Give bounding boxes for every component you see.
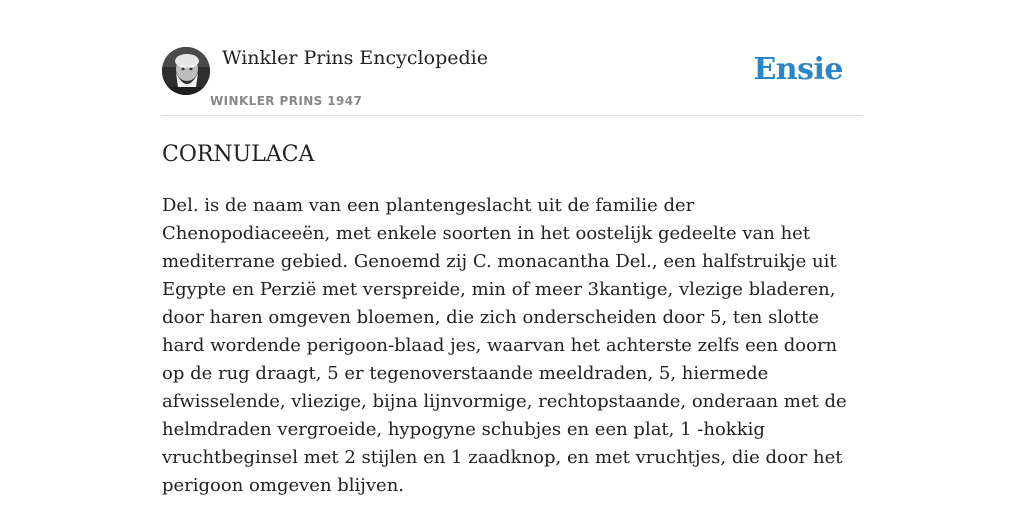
article-page [162,0,862,496]
source-title[interactable]: Winkler Prins Encyclopedie [222,47,488,69]
source-header [162,0,862,116]
article-headword: CORNULACA [162,142,315,167]
source-subtitle[interactable]: WINKLER PRINS 1947 [210,94,363,108]
brand-logo[interactable]: Ensie [753,52,843,87]
source-avatar[interactable] [162,47,210,95]
article-body: Del. is de naam van een plantengeslacht uit de familie der Chenopodiaceeën, met enkele soorten in het oostelijk gedeelte van het mediterrane gebied. Genoemd zij C. monacantha Del., een halfstruikje uit Egypte en Perzië met verspreide, min of meer 3kantige, vlezige bladeren, door haren omgeven bloemen, die zich onderscheiden door 5, ten slotte hard wordende perigoon-blaad jes, waarvan het achterste zelfs een doorn op de rug draagt, 5 er tegenoverstaande meeldraden, 5, hiermede afwisselende, vliezige, bijna lijnvormige, rechtopstaande, onderaan met de helmdraden vergroeide, hypogyne schubjes en een plat, 1 -hokkig vruchtbeginsel met 2 stijlen en 1 zaadknop, en met vruchtjes, die door het perigoon omgeven blijven. [162,195,847,496]
portrait-icon [162,47,210,95]
